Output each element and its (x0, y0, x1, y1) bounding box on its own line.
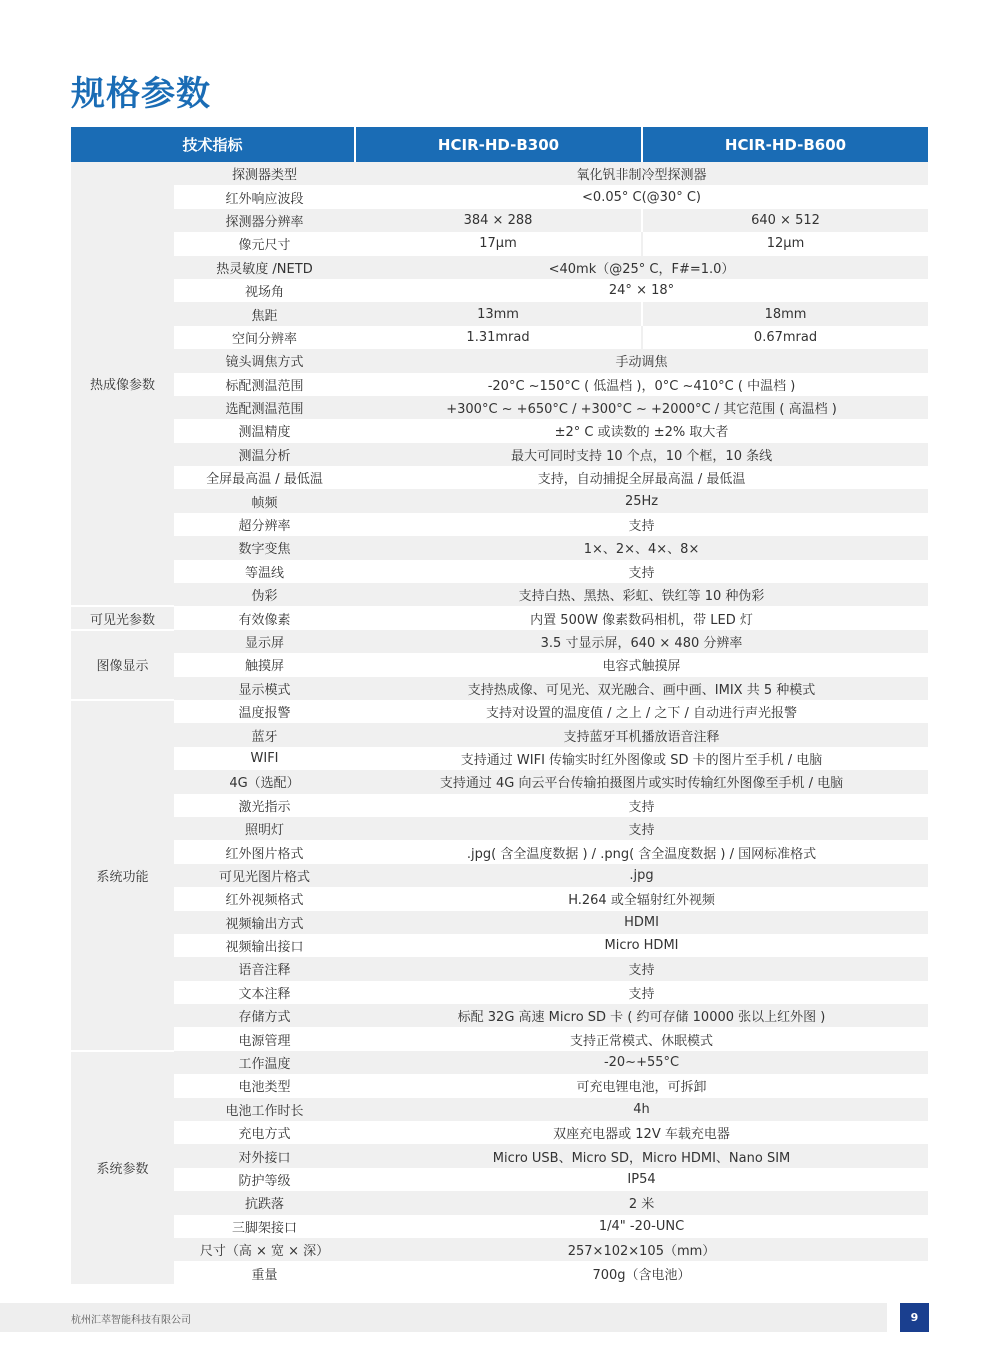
param-value: -20°C ~150°C ( 低温档 )，0°C ~410°C ( 中温档 ) (355, 373, 928, 396)
table-row (71, 1121, 928, 1144)
param-value: <0.05° C(@30° C) (355, 185, 928, 208)
table-row (71, 583, 928, 606)
param-name: 照明灯 (174, 817, 355, 840)
table-row (71, 1238, 928, 1261)
param-value: 支持 (355, 560, 928, 583)
param-name: 蓝牙 (174, 723, 355, 746)
footer-company: 杭州汇萃智能科技有限公司 (71, 1315, 191, 1326)
group-label: 系统功能 (71, 700, 174, 1051)
param-name: 红外图片格式 (174, 840, 355, 863)
param-name: 探测器类型 (174, 162, 355, 185)
param-value: IP54 (355, 1168, 928, 1191)
table-row (71, 817, 928, 840)
param-name: 抗跌落 (174, 1191, 355, 1214)
param-value: 可充电锂电池，可拆卸 (355, 1074, 928, 1097)
table-row (71, 349, 928, 372)
param-name: 镜头调焦方式 (174, 349, 355, 372)
table-row (71, 419, 928, 442)
param-name: 激光指示 (174, 794, 355, 817)
param-value: H.264 或全辐射红外视频 (355, 887, 928, 910)
table-row (71, 326, 928, 349)
table-row (71, 887, 928, 910)
page-number: 9 (900, 1303, 929, 1332)
param-name: 显示模式 (174, 677, 355, 700)
table-row (71, 794, 928, 817)
table-row (71, 256, 928, 279)
spec-table (71, 127, 928, 1286)
param-value: 支持 (355, 981, 928, 1004)
param-value-b300: 13mm (355, 302, 642, 325)
param-name: 探测器分辨率 (174, 209, 355, 232)
param-name: 防护等级 (174, 1168, 355, 1191)
table-row (71, 1004, 928, 1027)
table-row (71, 536, 928, 559)
table-row (71, 981, 928, 1004)
param-name: 电源管理 (174, 1027, 355, 1050)
param-value: 25Hz (355, 489, 928, 512)
table-row (71, 1027, 928, 1050)
param-value: .jpg (355, 864, 928, 887)
table-row (71, 1051, 928, 1074)
param-name: 电池类型 (174, 1074, 355, 1097)
param-name: 焦距 (174, 302, 355, 325)
table-row (71, 185, 928, 208)
table-row (71, 770, 928, 793)
param-value: 支持通过 4G 向云平台传输拍摄图片或实时传输红外图像至手机 / 电脑 (355, 770, 928, 793)
param-value-b600: 18mm (642, 302, 928, 325)
param-value: HDMI (355, 911, 928, 934)
table-row (71, 700, 928, 723)
table-row (71, 373, 928, 396)
param-name: 测温精度 (174, 419, 355, 442)
table-row (71, 934, 928, 957)
table-row (71, 209, 928, 232)
param-name: 文本注释 (174, 981, 355, 1004)
param-value: 内置 500W 像素数码相机，带 LED 灯 (355, 606, 928, 629)
param-value: Micro HDMI (355, 934, 928, 957)
param-name: 热灵敏度 /NETD (174, 256, 355, 279)
param-value: 手动调焦 (355, 349, 928, 372)
header-spec: 技术指标 (71, 127, 355, 162)
param-name: 视场角 (174, 279, 355, 302)
param-name: 电池工作时长 (174, 1098, 355, 1121)
table-row (71, 677, 928, 700)
table-row (71, 747, 928, 770)
param-name: 全屏最高温 / 最低温 (174, 466, 355, 489)
param-value: 电容式触摸屏 (355, 653, 928, 676)
param-value: 3.5 寸显示屏，640 × 480 分辨率 (355, 630, 928, 653)
group-label: 系统参数 (71, 1051, 174, 1285)
param-value: Micro USB、Micro SD，Micro HDMI、Nano SIM (355, 1144, 928, 1167)
param-value: 1×、2×、4×、8× (355, 536, 928, 559)
table-row (71, 466, 928, 489)
param-value: 最大可同时支持 10 个点，10 个框，10 条线 (355, 443, 928, 466)
param-name: 测温分析 (174, 443, 355, 466)
table-row (71, 630, 928, 653)
param-name: 语音注释 (174, 957, 355, 980)
param-value-b600: 0.67mrad (642, 326, 928, 349)
param-name: 红外视频格式 (174, 887, 355, 910)
param-name: 伪彩 (174, 583, 355, 606)
param-name: 选配测温范围 (174, 396, 355, 419)
param-value: 双座充电器或 12V 车载充电器 (355, 1121, 928, 1144)
param-value: 24° × 18° (355, 279, 928, 302)
param-value: 支持正常模式、休眠模式 (355, 1027, 928, 1050)
param-value: 支持 (355, 957, 928, 980)
table-row (71, 302, 928, 325)
param-name: 像元尺寸 (174, 232, 355, 255)
param-value: 257×102×105（mm） (355, 1238, 928, 1261)
param-name: 视频输出接口 (174, 934, 355, 957)
table-row (71, 513, 928, 536)
table-row (71, 1144, 928, 1167)
param-name: 有效像素 (174, 606, 355, 629)
param-value: 标配 32G 高速 Micro SD 卡 ( 约可存储 10000 张以上红外图 ) (355, 1004, 928, 1027)
param-value-b300: 1.31mrad (355, 326, 642, 349)
table-row (71, 1261, 928, 1284)
param-name: 4G（选配） (174, 770, 355, 793)
param-value: -20~+55°C (355, 1051, 928, 1074)
table-row (71, 1098, 928, 1121)
param-value-b300: 384 × 288 (355, 209, 642, 232)
param-value: 700g（含电池） (355, 1261, 928, 1284)
table-row (71, 162, 928, 185)
param-name: 空间分辨率 (174, 326, 355, 349)
param-value: 氧化钒非制冷型探测器 (355, 162, 928, 185)
header-model-b300: HCIR-HD-B300 (355, 127, 642, 162)
param-value: 2 米 (355, 1191, 928, 1214)
param-value: <40mk（@25° C，F#=1.0） (355, 256, 928, 279)
table-row (71, 723, 928, 746)
group-label: 热成像参数 (71, 162, 174, 606)
param-value: 支持 (355, 513, 928, 536)
param-name: 数字变焦 (174, 536, 355, 559)
group-label: 可见光参数 (71, 606, 174, 629)
param-name: 可见光图片格式 (174, 864, 355, 887)
param-name: 温度报警 (174, 700, 355, 723)
table-row (71, 489, 928, 512)
param-value: 支持，自动捕捉全屏最高温 / 最低温 (355, 466, 928, 489)
param-value: 支持 (355, 794, 928, 817)
param-name: WIFI (174, 747, 355, 770)
param-name: 工作温度 (174, 1051, 355, 1074)
table-row (71, 606, 928, 629)
param-value-b600: 12μm (642, 232, 928, 255)
table-body (71, 162, 928, 1285)
param-value: 支持热成像、可见光、双光融合、画中画、IMIX 共 5 种模式 (355, 677, 928, 700)
table-row (71, 653, 928, 676)
header-model-b600: HCIR-HD-B600 (642, 127, 928, 162)
param-value: ±2° C 或读数的 ±2% 取大者 (355, 419, 928, 442)
table-header (71, 127, 928, 162)
table-row (71, 911, 928, 934)
table-row (71, 1191, 928, 1214)
param-name: 等温线 (174, 560, 355, 583)
table-row (71, 232, 928, 255)
param-name: 视频输出方式 (174, 911, 355, 934)
param-name: 充电方式 (174, 1121, 355, 1144)
param-value: .jpg( 含全温度数据 ) / .png( 含全温度数据 ) / 国网标准格式 (355, 840, 928, 863)
param-value: 支持白热、黑热、彩虹、铁红等 10 种伪彩 (355, 583, 928, 606)
param-value: 支持通过 WIFI 传输实时红外图像或 SD 卡的图片至手机 / 电脑 (355, 747, 928, 770)
param-value: +300°C ~ +650°C / +300°C ~ +2000°C / 其它范围 ( 高温档 ) (355, 396, 928, 419)
param-value-b300: 17μm (355, 232, 642, 255)
table-row (71, 1074, 928, 1097)
param-value-b600: 640 × 512 (642, 209, 928, 232)
table-row (71, 560, 928, 583)
param-name: 帧频 (174, 489, 355, 512)
table-row (71, 1168, 928, 1191)
table-row (71, 279, 928, 302)
page-title: 规格参数 (71, 74, 211, 114)
table-row (71, 864, 928, 887)
table-row (71, 443, 928, 466)
param-name: 触摸屏 (174, 653, 355, 676)
param-value: 支持蓝牙耳机播放语音注释 (355, 723, 928, 746)
table-row (71, 957, 928, 980)
group-label: 图像显示 (71, 630, 174, 700)
param-value: 4h (355, 1098, 928, 1121)
param-name: 标配测温范围 (174, 373, 355, 396)
param-name: 显示屏 (174, 630, 355, 653)
param-value: 支持对设置的温度值 / 之上 / 之下 / 自动进行声光报警 (355, 700, 928, 723)
param-name: 超分辨率 (174, 513, 355, 536)
param-name: 红外响应波段 (174, 185, 355, 208)
param-name: 对外接口 (174, 1144, 355, 1167)
param-name: 尺寸（高 × 宽 × 深） (174, 1238, 355, 1261)
table-row (71, 840, 928, 863)
param-name: 三脚架接口 (174, 1215, 355, 1238)
param-name: 存储方式 (174, 1004, 355, 1027)
table-row (71, 396, 928, 419)
param-name: 重量 (174, 1261, 355, 1284)
param-value: 支持 (355, 817, 928, 840)
table-row (71, 1215, 928, 1238)
param-value: 1/4" -20-UNC (355, 1215, 928, 1238)
